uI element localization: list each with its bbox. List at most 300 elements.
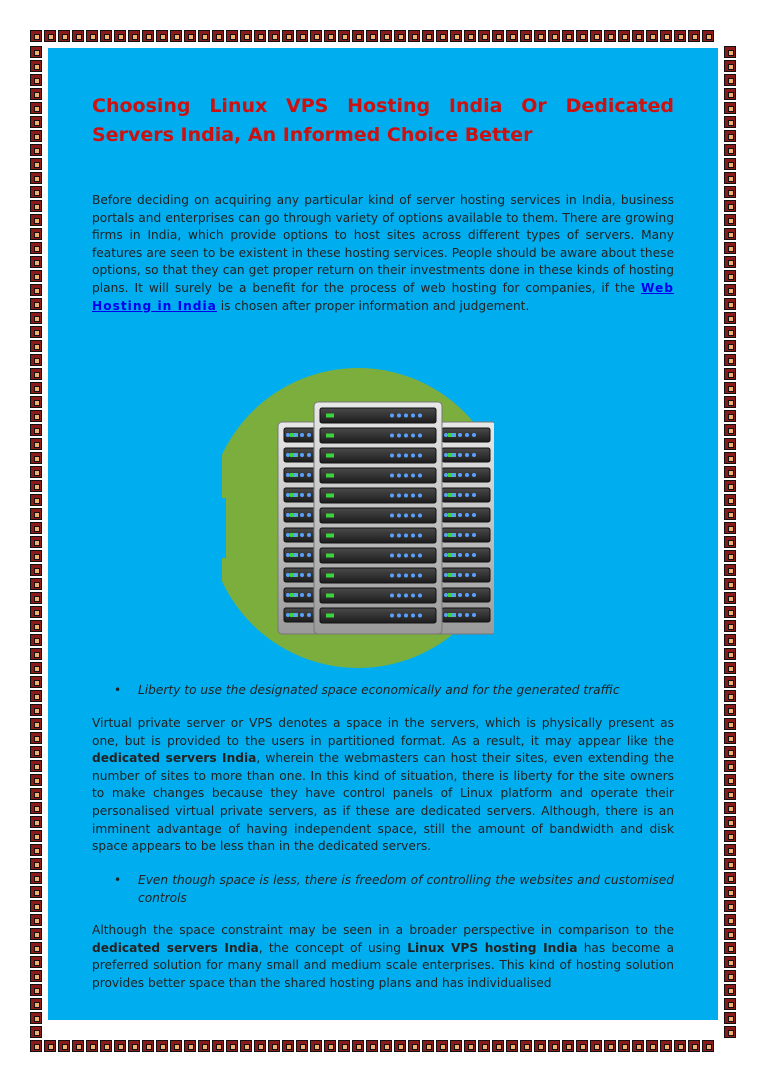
drive-light xyxy=(418,594,422,598)
drive-light xyxy=(411,514,415,518)
drive-light xyxy=(418,454,422,458)
border-glyph xyxy=(30,564,42,576)
border-glyph xyxy=(30,340,42,352)
drive-light xyxy=(307,493,311,497)
drive-light xyxy=(397,434,401,438)
drive-light xyxy=(404,414,408,418)
drive-light xyxy=(397,454,401,458)
border-glyph xyxy=(170,1040,182,1052)
status-led xyxy=(326,414,334,418)
drive-light xyxy=(472,553,476,557)
bullet-list-1 xyxy=(92,682,674,700)
drive-light xyxy=(418,614,422,618)
border-glyph xyxy=(492,30,504,42)
border-glyph xyxy=(724,620,736,632)
drive-light xyxy=(307,553,311,557)
border-glyph xyxy=(724,956,736,968)
drive-light xyxy=(458,513,462,517)
border-glyph xyxy=(156,30,168,42)
border-glyph xyxy=(674,1040,686,1052)
drive-light xyxy=(286,493,290,497)
border-glyph xyxy=(724,480,736,492)
border-glyph xyxy=(30,214,42,226)
drive-light xyxy=(411,454,415,458)
drive-light xyxy=(418,414,422,418)
drive-light xyxy=(472,513,476,517)
border-glyph xyxy=(58,30,70,42)
drive-light xyxy=(458,493,462,497)
drive-light xyxy=(451,453,455,457)
border-glyph xyxy=(30,788,42,800)
border-glyph xyxy=(724,1026,736,1038)
bullet-list-2 xyxy=(92,872,674,907)
drive-light xyxy=(397,414,401,418)
border-glyph xyxy=(30,718,42,730)
drive-light xyxy=(397,494,401,498)
border-glyph xyxy=(240,1040,252,1052)
drive-light xyxy=(307,573,311,577)
drive-light xyxy=(293,573,297,577)
border-glyph xyxy=(450,1040,462,1052)
drive-light xyxy=(458,613,462,617)
border-glyph xyxy=(394,30,406,42)
border-glyph xyxy=(724,368,736,380)
border-glyph xyxy=(30,144,42,156)
drive-light xyxy=(444,593,448,597)
border-glyph xyxy=(366,30,378,42)
drive-light xyxy=(397,474,401,478)
border-glyph xyxy=(688,30,700,42)
drive-light xyxy=(458,553,462,557)
border-glyph xyxy=(724,46,736,58)
text-3: has become a preferred solution for many small and medium scale enterprises. This kind of hosting solution provides better space than the shared hosting plans and has individualised xyxy=(92,940,674,990)
drive-light xyxy=(444,513,448,517)
border-glyph xyxy=(240,30,252,42)
drive-light xyxy=(418,554,422,558)
border-glyph xyxy=(30,74,42,86)
border-glyph xyxy=(30,368,42,380)
border-glyph xyxy=(724,340,736,352)
border-glyph xyxy=(30,312,42,324)
border-glyph xyxy=(30,550,42,562)
drive-light xyxy=(458,473,462,477)
web-hosting-link[interactable]: Web Hosting in India xyxy=(92,280,674,313)
border-glyph xyxy=(30,746,42,758)
border-glyph xyxy=(72,30,84,42)
border-glyph xyxy=(114,1040,126,1052)
border-glyph xyxy=(30,1040,42,1052)
drive-light xyxy=(418,574,422,578)
border-glyph xyxy=(436,30,448,42)
drive-light xyxy=(472,433,476,437)
border-glyph xyxy=(142,1040,154,1052)
border-glyph xyxy=(58,1040,70,1052)
border-glyph xyxy=(724,102,736,114)
border-glyph xyxy=(724,354,736,366)
border-glyph xyxy=(30,1026,42,1038)
border-glyph xyxy=(724,228,736,240)
border-glyph xyxy=(724,466,736,478)
border-glyph xyxy=(30,844,42,856)
drive-light xyxy=(458,533,462,537)
drive-light xyxy=(390,434,394,438)
border-glyph xyxy=(30,88,42,100)
border-glyph xyxy=(30,102,42,114)
drive-light xyxy=(390,414,394,418)
border-glyph xyxy=(296,1040,308,1052)
border-glyph xyxy=(254,30,266,42)
border-glyph xyxy=(562,1040,574,1052)
border-glyph xyxy=(478,30,490,42)
bold-term: Linux VPS hosting India xyxy=(407,940,578,955)
border-glyph xyxy=(632,30,644,42)
border-glyph xyxy=(30,284,42,296)
border-glyph xyxy=(464,30,476,42)
border-glyph xyxy=(724,256,736,268)
document-content xyxy=(92,92,675,990)
drive-light xyxy=(293,493,297,497)
border-glyph xyxy=(492,1040,504,1052)
border-glyph xyxy=(30,508,42,520)
drive-light xyxy=(472,533,476,537)
border-glyph xyxy=(724,844,736,856)
drive-light xyxy=(451,573,455,577)
border-glyph xyxy=(30,424,42,436)
border-glyph xyxy=(724,438,736,450)
border-glyph xyxy=(30,256,42,268)
border-glyph xyxy=(30,382,42,394)
border-left xyxy=(30,46,44,1038)
border-glyph xyxy=(30,46,42,58)
border-glyph xyxy=(724,396,736,408)
border-glyph xyxy=(366,1040,378,1052)
border-glyph xyxy=(30,536,42,548)
border-glyph xyxy=(590,30,602,42)
drive-light xyxy=(472,493,476,497)
drive-light xyxy=(404,614,408,618)
border-glyph xyxy=(724,144,736,156)
intro-paragraph xyxy=(92,192,674,315)
border-glyph xyxy=(44,1040,56,1052)
drive-light xyxy=(458,453,462,457)
drive-light xyxy=(411,494,415,498)
border-glyph xyxy=(548,30,560,42)
border-glyph xyxy=(44,30,56,42)
drive-light xyxy=(472,453,476,457)
border-glyph xyxy=(30,690,42,702)
border-glyph xyxy=(724,872,736,884)
border-glyph xyxy=(724,970,736,982)
border-glyph xyxy=(282,30,294,42)
drive-light xyxy=(307,593,311,597)
border-glyph xyxy=(254,1040,266,1052)
border-glyph xyxy=(30,606,42,618)
border-glyph xyxy=(724,942,736,954)
border-glyph xyxy=(562,30,574,42)
border-glyph xyxy=(576,30,588,42)
vps-paragraph xyxy=(92,715,674,856)
border-glyph xyxy=(724,634,736,646)
border-glyph xyxy=(30,928,42,940)
border-glyph xyxy=(724,312,736,324)
border-glyph xyxy=(30,1012,42,1024)
drive-light xyxy=(390,494,394,498)
border-glyph xyxy=(724,74,736,86)
border-glyph xyxy=(724,928,736,940)
border-glyph xyxy=(30,942,42,954)
border-glyph xyxy=(724,914,736,926)
drive-light xyxy=(397,614,401,618)
border-glyph xyxy=(30,830,42,842)
border-glyph xyxy=(724,158,736,170)
drive-light xyxy=(404,594,408,598)
border-glyph xyxy=(724,130,736,142)
drive-light xyxy=(404,534,408,538)
border-glyph xyxy=(408,30,420,42)
drive-light xyxy=(465,573,469,577)
drive-light xyxy=(390,594,394,598)
drive-light xyxy=(293,613,297,617)
drive-light xyxy=(411,414,415,418)
border-glyph xyxy=(724,200,736,212)
border-glyph xyxy=(724,564,736,576)
border-glyph xyxy=(86,30,98,42)
border-glyph xyxy=(30,998,42,1010)
drive-light xyxy=(444,533,448,537)
drive-light xyxy=(397,534,401,538)
border-glyph xyxy=(30,634,42,646)
drive-light xyxy=(458,573,462,577)
drive-light xyxy=(286,553,290,557)
border-glyph xyxy=(30,494,42,506)
drive-light xyxy=(390,474,394,478)
border-glyph xyxy=(100,1040,112,1052)
border-glyph xyxy=(30,816,42,828)
drive-light xyxy=(300,593,304,597)
border-glyph xyxy=(724,998,736,1010)
border-glyph xyxy=(436,1040,448,1052)
border-glyph xyxy=(30,242,42,254)
drive-light xyxy=(390,454,394,458)
border-glyph xyxy=(724,382,736,394)
drive-light xyxy=(451,553,455,557)
border-glyph xyxy=(30,172,42,184)
border-glyph xyxy=(338,1040,350,1052)
border-glyph xyxy=(30,130,42,142)
drive-light xyxy=(465,533,469,537)
server-rack-icon xyxy=(222,358,494,670)
drive-light xyxy=(390,614,394,618)
status-led xyxy=(326,494,334,498)
border-glyph xyxy=(128,30,140,42)
drive-light xyxy=(300,533,304,537)
border-glyph xyxy=(724,858,736,870)
border-glyph xyxy=(184,1040,196,1052)
border-glyph xyxy=(212,30,224,42)
drive-light xyxy=(418,434,422,438)
border-glyph xyxy=(30,620,42,632)
border-glyph xyxy=(30,466,42,478)
border-glyph xyxy=(576,1040,588,1052)
border-glyph xyxy=(422,30,434,42)
border-glyph xyxy=(324,1040,336,1052)
border-glyph xyxy=(30,914,42,926)
border-glyph xyxy=(478,1040,490,1052)
drive-light xyxy=(465,473,469,477)
border-glyph xyxy=(506,30,518,42)
border-glyph xyxy=(282,1040,294,1052)
drive-light xyxy=(286,533,290,537)
border-glyph xyxy=(646,1040,658,1052)
border-glyph xyxy=(30,326,42,338)
drive-light xyxy=(293,553,297,557)
border-glyph xyxy=(724,718,736,730)
border-glyph xyxy=(30,200,42,212)
drive-light xyxy=(444,473,448,477)
drive-light xyxy=(465,433,469,437)
drive-light xyxy=(444,573,448,577)
border-glyph xyxy=(724,886,736,898)
border-glyph xyxy=(184,30,196,42)
bold-term: dedicated servers India xyxy=(92,940,259,955)
border-glyph xyxy=(674,30,686,42)
drive-light xyxy=(293,513,297,517)
drive-light xyxy=(451,433,455,437)
linux-vps-paragraph xyxy=(92,922,674,992)
drive-light xyxy=(404,474,408,478)
border-glyph xyxy=(30,396,42,408)
border-glyph xyxy=(724,186,736,198)
drive-light xyxy=(404,454,408,458)
border-glyph xyxy=(520,1040,532,1052)
border-glyph xyxy=(724,830,736,842)
drive-light xyxy=(451,493,455,497)
drive-light xyxy=(411,474,415,478)
border-glyph xyxy=(702,30,714,42)
status-led xyxy=(326,614,334,618)
border-glyph xyxy=(30,158,42,170)
drive-light xyxy=(397,554,401,558)
border-glyph xyxy=(688,1040,700,1052)
border-glyph xyxy=(724,1012,736,1024)
border-glyph xyxy=(604,1040,616,1052)
border-glyph xyxy=(30,956,42,968)
drive-light xyxy=(458,433,462,437)
drive-light xyxy=(472,573,476,577)
drive-light xyxy=(444,553,448,557)
border-glyph xyxy=(128,1040,140,1052)
drive-light xyxy=(293,453,297,457)
border-glyph xyxy=(30,858,42,870)
border-glyph xyxy=(268,30,280,42)
drive-light xyxy=(390,514,394,518)
border-glyph xyxy=(724,788,736,800)
border-glyph xyxy=(632,1040,644,1052)
border-glyph xyxy=(72,1040,84,1052)
drive-light xyxy=(472,473,476,477)
drive-light xyxy=(472,613,476,617)
border-glyph xyxy=(30,760,42,772)
drive-light xyxy=(418,494,422,498)
border-glyph xyxy=(380,30,392,42)
vps-text-1: Virtual private server or VPS denotes a space in the servers, which is physically present as one, but is provided to the users in partitioned format. As a result, it may appear like the xyxy=(92,716,674,748)
border-glyph xyxy=(30,270,42,282)
drive-light xyxy=(411,554,415,558)
border-glyph xyxy=(724,550,736,562)
border-glyph xyxy=(30,984,42,996)
border-glyph xyxy=(30,116,42,128)
drive-light xyxy=(307,513,311,517)
status-led xyxy=(326,534,334,538)
drive-light xyxy=(300,573,304,577)
border-glyph xyxy=(724,522,736,534)
border-glyph xyxy=(534,30,546,42)
border-top xyxy=(30,30,714,44)
drive-light xyxy=(286,473,290,477)
drive-light xyxy=(390,574,394,578)
border-glyph xyxy=(198,30,210,42)
border-glyph xyxy=(724,88,736,100)
border-glyph xyxy=(724,816,736,828)
border-glyph xyxy=(30,354,42,366)
border-glyph xyxy=(724,508,736,520)
border-bottom xyxy=(30,1040,714,1054)
drive-light xyxy=(307,613,311,617)
drive-light xyxy=(397,574,401,578)
border-glyph xyxy=(30,30,42,42)
border-glyph xyxy=(30,676,42,688)
border-glyph xyxy=(590,1040,602,1052)
border-glyph xyxy=(724,704,736,716)
drive-light xyxy=(307,533,311,537)
border-glyph xyxy=(226,1040,238,1052)
border-glyph xyxy=(724,578,736,590)
border-glyph xyxy=(646,30,658,42)
border-glyph xyxy=(30,480,42,492)
border-glyph xyxy=(724,424,736,436)
drive-light xyxy=(300,513,304,517)
status-led xyxy=(326,514,334,518)
border-glyph xyxy=(724,606,736,618)
drive-light xyxy=(404,554,408,558)
border-glyph xyxy=(548,1040,560,1052)
border-glyph xyxy=(30,186,42,198)
status-led xyxy=(326,554,334,558)
border-glyph xyxy=(702,1040,714,1052)
border-glyph xyxy=(724,732,736,744)
border-glyph xyxy=(724,410,736,422)
border-glyph xyxy=(724,676,736,688)
text-1: Although the space constraint may be seen in a broader perspective in comparison to the xyxy=(92,923,674,937)
border-glyph xyxy=(422,1040,434,1052)
drive-light xyxy=(307,473,311,477)
drive-light xyxy=(293,433,297,437)
drive-light xyxy=(286,613,290,617)
border-glyph xyxy=(660,30,672,42)
drive-light xyxy=(300,473,304,477)
border-glyph xyxy=(100,30,112,42)
drive-light xyxy=(418,514,422,518)
border-glyph xyxy=(724,116,736,128)
drive-light xyxy=(404,514,408,518)
border-glyph xyxy=(30,774,42,786)
drive-light xyxy=(451,513,455,517)
border-glyph xyxy=(724,774,736,786)
border-glyph xyxy=(724,662,736,674)
drive-light xyxy=(404,494,408,498)
drive-light xyxy=(390,554,394,558)
border-glyph xyxy=(604,30,616,42)
